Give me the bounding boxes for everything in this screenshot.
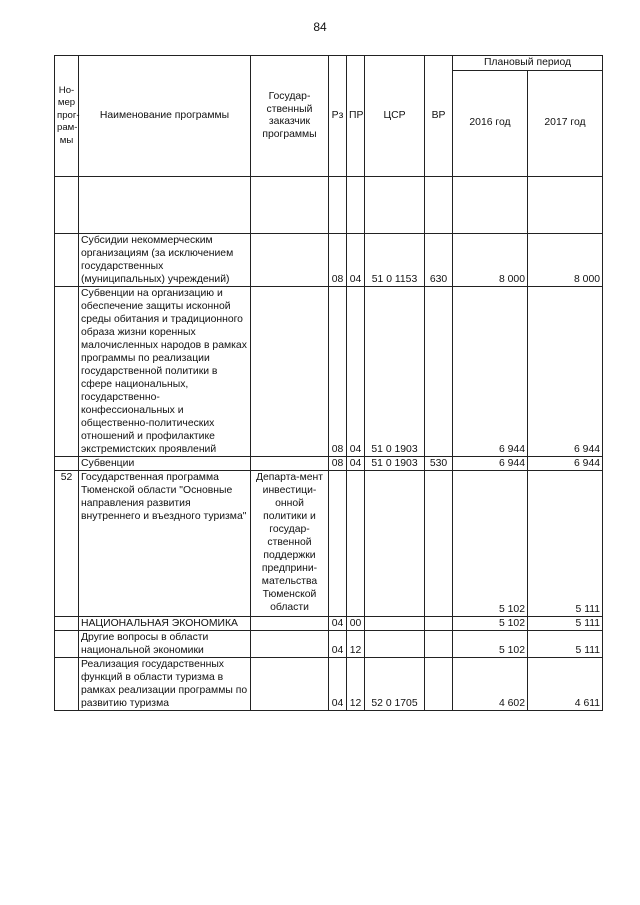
table-row bbox=[55, 617, 603, 631]
row-pr bbox=[347, 471, 365, 617]
continuation-spacer-row bbox=[55, 177, 603, 234]
header-program-name: Наименование программы bbox=[79, 56, 251, 177]
table-row bbox=[55, 287, 603, 457]
table-row bbox=[55, 471, 603, 617]
header-program-number: Но- мер прог- рам- мы bbox=[55, 56, 79, 177]
header-row-top bbox=[55, 56, 603, 71]
row-vr bbox=[425, 471, 453, 617]
row-csr bbox=[365, 471, 425, 617]
row-2016: 4 602 bbox=[453, 658, 528, 711]
row-name: НАЦИОНАЛЬНАЯ ЭКОНОМИКА bbox=[79, 617, 251, 631]
row-name: Субсидии некоммерческим организациям (за исключением государственных (муниципальных) учреждений) bbox=[79, 234, 251, 287]
row-rz: 04 bbox=[329, 658, 347, 711]
row-2016: 6 944 bbox=[453, 457, 528, 471]
row-2016: 6 944 bbox=[453, 287, 528, 457]
row-2016: 5 102 bbox=[453, 631, 528, 658]
header-year-2017: 2017 год bbox=[528, 71, 603, 177]
row-rz: 04 bbox=[329, 631, 347, 658]
program-budget-table bbox=[54, 55, 603, 711]
row-name: Субвенции bbox=[79, 457, 251, 471]
row-csr: 51 0 1903 bbox=[365, 457, 425, 471]
row-vr bbox=[425, 658, 453, 711]
row-name: Другие вопросы в области национальной экономики bbox=[79, 631, 251, 658]
row-vr bbox=[425, 631, 453, 658]
header-state-customer: Государ- ственный заказчик программы bbox=[251, 56, 329, 177]
row-program-number: 52 bbox=[55, 471, 79, 617]
row-vr: 530 bbox=[425, 457, 453, 471]
row-vr: 630 bbox=[425, 234, 453, 287]
row-pr: 04 bbox=[347, 234, 365, 287]
row-2017: 6 944 bbox=[528, 287, 603, 457]
table-row bbox=[55, 658, 603, 711]
header-year-2016: 2016 год bbox=[453, 71, 528, 177]
row-name: Реализация государственных функций в области туризма в рамках реализации программы по развитию туризма bbox=[79, 658, 251, 711]
row-rz: 04 bbox=[329, 617, 347, 631]
row-csr bbox=[365, 631, 425, 658]
row-rz: 08 bbox=[329, 287, 347, 457]
row-pr: 00 bbox=[347, 617, 365, 631]
header-pr: ПР bbox=[347, 56, 365, 177]
row-2017: 6 944 bbox=[528, 457, 603, 471]
row-2016: 8 000 bbox=[453, 234, 528, 287]
row-pr: 12 bbox=[347, 658, 365, 711]
row-rz bbox=[329, 471, 347, 617]
row-vr bbox=[425, 287, 453, 457]
header-vr: ВР bbox=[425, 56, 453, 177]
row-name: Субвенции на организацию и обеспечение защиты исконной среды обитания и традиционного образа жизни коренных малочисленных народов в рамках программы по реализации государственной политики в сфере национальных, государственно-конфессиональных и общественно-политических отношений и профилактике экстремистских проявлений bbox=[79, 287, 251, 457]
row-customer: Департа-мент инвестици-онной политики и государ-ственной поддержки предприни-мательства Тюменской области bbox=[251, 471, 329, 617]
row-name: Государственная программа Тюменской области "Основные направления развития внутреннего и въездного туризма" bbox=[79, 471, 251, 617]
page-number: 84 bbox=[313, 20, 327, 34]
table-row bbox=[55, 234, 603, 287]
row-vr bbox=[425, 617, 453, 631]
row-rz: 08 bbox=[329, 457, 347, 471]
row-csr: 52 0 1705 bbox=[365, 658, 425, 711]
table-row bbox=[55, 631, 603, 658]
header-planned-period: Плановый период bbox=[453, 56, 603, 71]
table-row bbox=[55, 457, 603, 471]
header-csr: ЦСР bbox=[365, 56, 425, 177]
row-pr: 04 bbox=[347, 287, 365, 457]
header-rz: Рз bbox=[329, 56, 347, 177]
row-2017: 4 611 bbox=[528, 658, 603, 711]
row-pr: 04 bbox=[347, 457, 365, 471]
row-2016: 5 102 bbox=[453, 617, 528, 631]
row-csr: 51 0 1903 bbox=[365, 287, 425, 457]
row-2017: 5 111 bbox=[528, 631, 603, 658]
row-2017: 5 111 bbox=[528, 617, 603, 631]
row-csr: 51 0 1153 bbox=[365, 234, 425, 287]
row-2017: 8 000 bbox=[528, 234, 603, 287]
row-2017: 5 111 bbox=[528, 471, 603, 617]
row-pr: 12 bbox=[347, 631, 365, 658]
row-rz: 08 bbox=[329, 234, 347, 287]
row-csr bbox=[365, 617, 425, 631]
row-2016: 5 102 bbox=[453, 471, 528, 617]
